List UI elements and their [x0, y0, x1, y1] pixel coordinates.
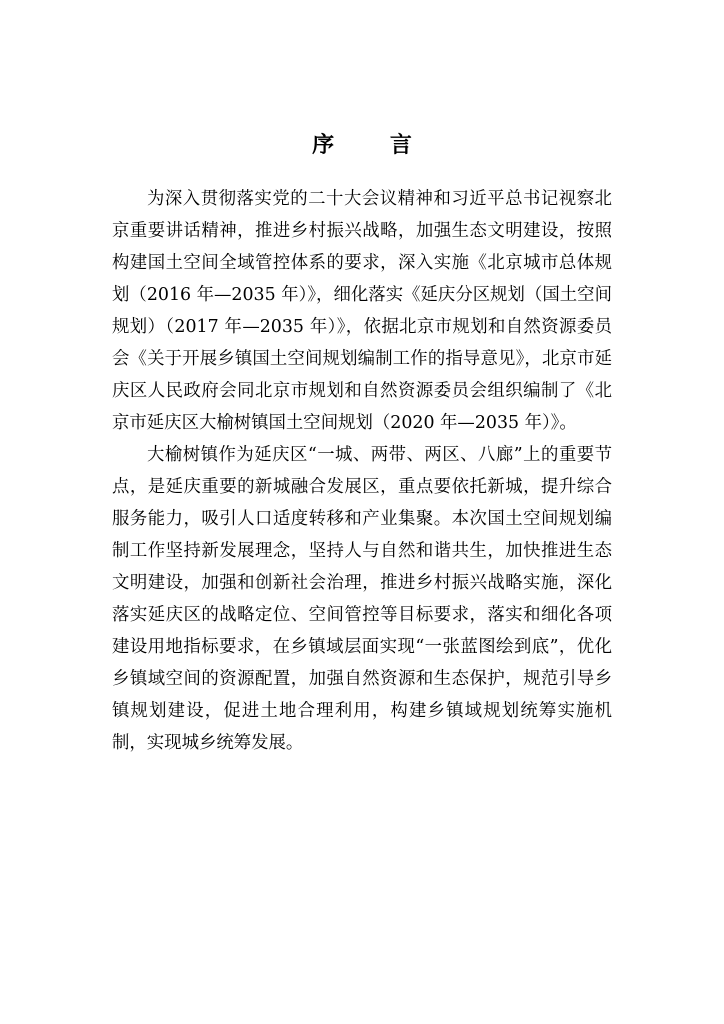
page-title: 序 言 [312, 132, 436, 158]
preface-body [112, 183, 612, 759]
paragraph-1: 为深入贯彻落实党的二十大会议精神和习近平总书记视察北京重要讲话精神，推进乡村振兴战略，加强生态文明建设，按照构建国土空间全域管控体系的要求，深入实施《北京城市总体规划（2016 年—2035 年）》，细化落实《延庆分区规划（国土空间规划）（2017 年—2035 年）》，依据北京市规划和自然资源委员会《关于开展乡镇国土空间规划编制工作的指导意见》，北京市延庆区人民政府会同北京市规划和自然资源委员会组织编制了《北京市延庆区大榆树镇国土空间规划（2020 年—2035 年）》。 [112, 189, 612, 433]
paragraph-2: 大榆树镇作为延庆区“一城、两带、两区、八廊”上的重要节点，是延庆重要的新城融合发展区，重点要依托新城，提升综合服务能力，吸引人口适度转移和产业集聚。本次国土空间规划编制工作坚持新发展理念，坚持人与自然和谐共生，加快推进生态文明建设，加强和创新社会治理，推进乡村振兴战略实施，深化落实延庆区的战略定位、空间管控等目标要求，落实和细化各项建设用地指标要求，在乡镇域层面实现“一张蓝图绘到底”，优化乡镇域空间的资源配置，加强自然资源和生态保护，规范引导乡镇规划建设，促进土地合理利用，构建乡镇域规划统筹实施机制，实现城乡统筹发展。 [112, 445, 612, 753]
